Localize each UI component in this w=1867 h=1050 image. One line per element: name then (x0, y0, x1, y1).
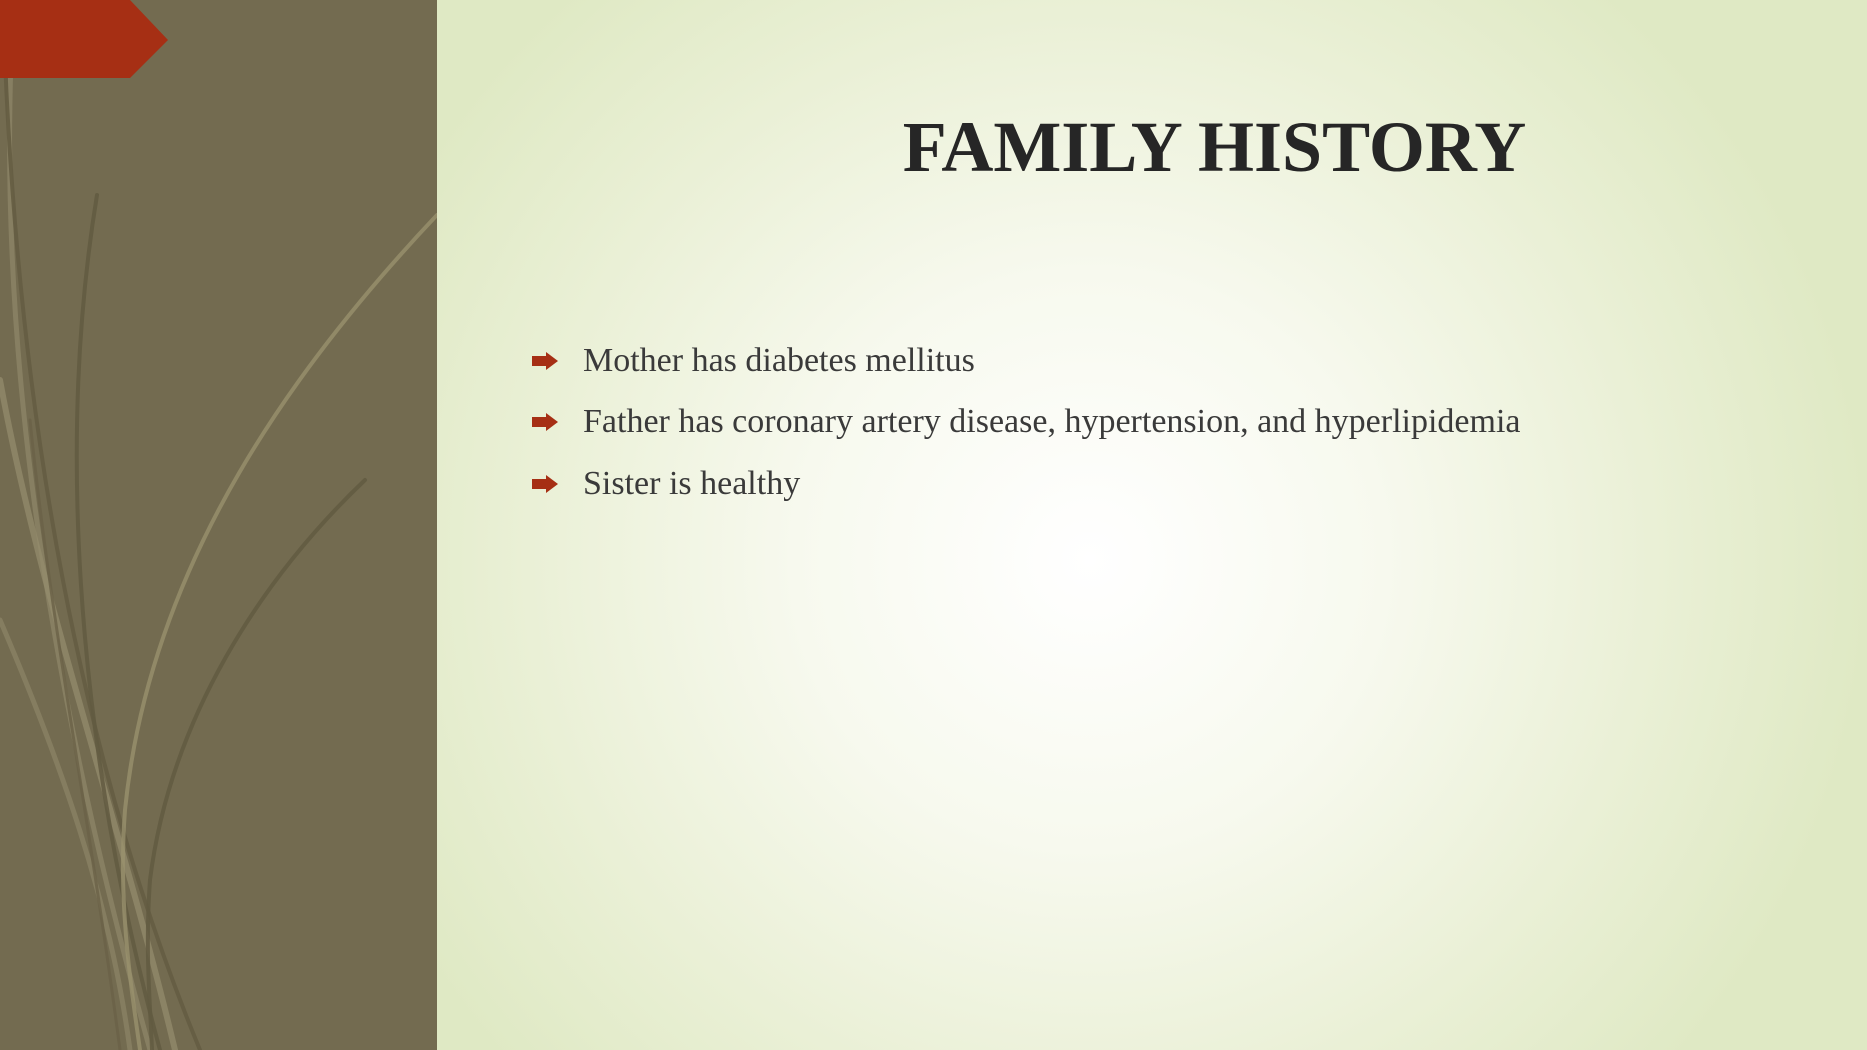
bullet-text: Father has coronary artery disease, hypertension, and hyperlipidemia (583, 403, 1521, 441)
bullet-item (530, 392, 1521, 454)
arrow-bullet-icon (530, 411, 560, 433)
bullet-item (530, 453, 1521, 515)
red-arrow-marker (0, 0, 170, 80)
bullet-text: Sister is healthy (583, 464, 801, 502)
bullet-text: Mother has diabetes mellitus (583, 341, 975, 379)
arrow-bullet-icon (530, 473, 560, 495)
bullet-list (530, 330, 1521, 515)
decorative-side-panel (0, 0, 437, 1050)
decorative-grass-strokes (0, 0, 437, 1050)
slide-title: FAMILY HISTORY (902, 107, 1527, 187)
bullet-item (530, 330, 1521, 392)
arrow-bullet-icon (530, 350, 560, 372)
